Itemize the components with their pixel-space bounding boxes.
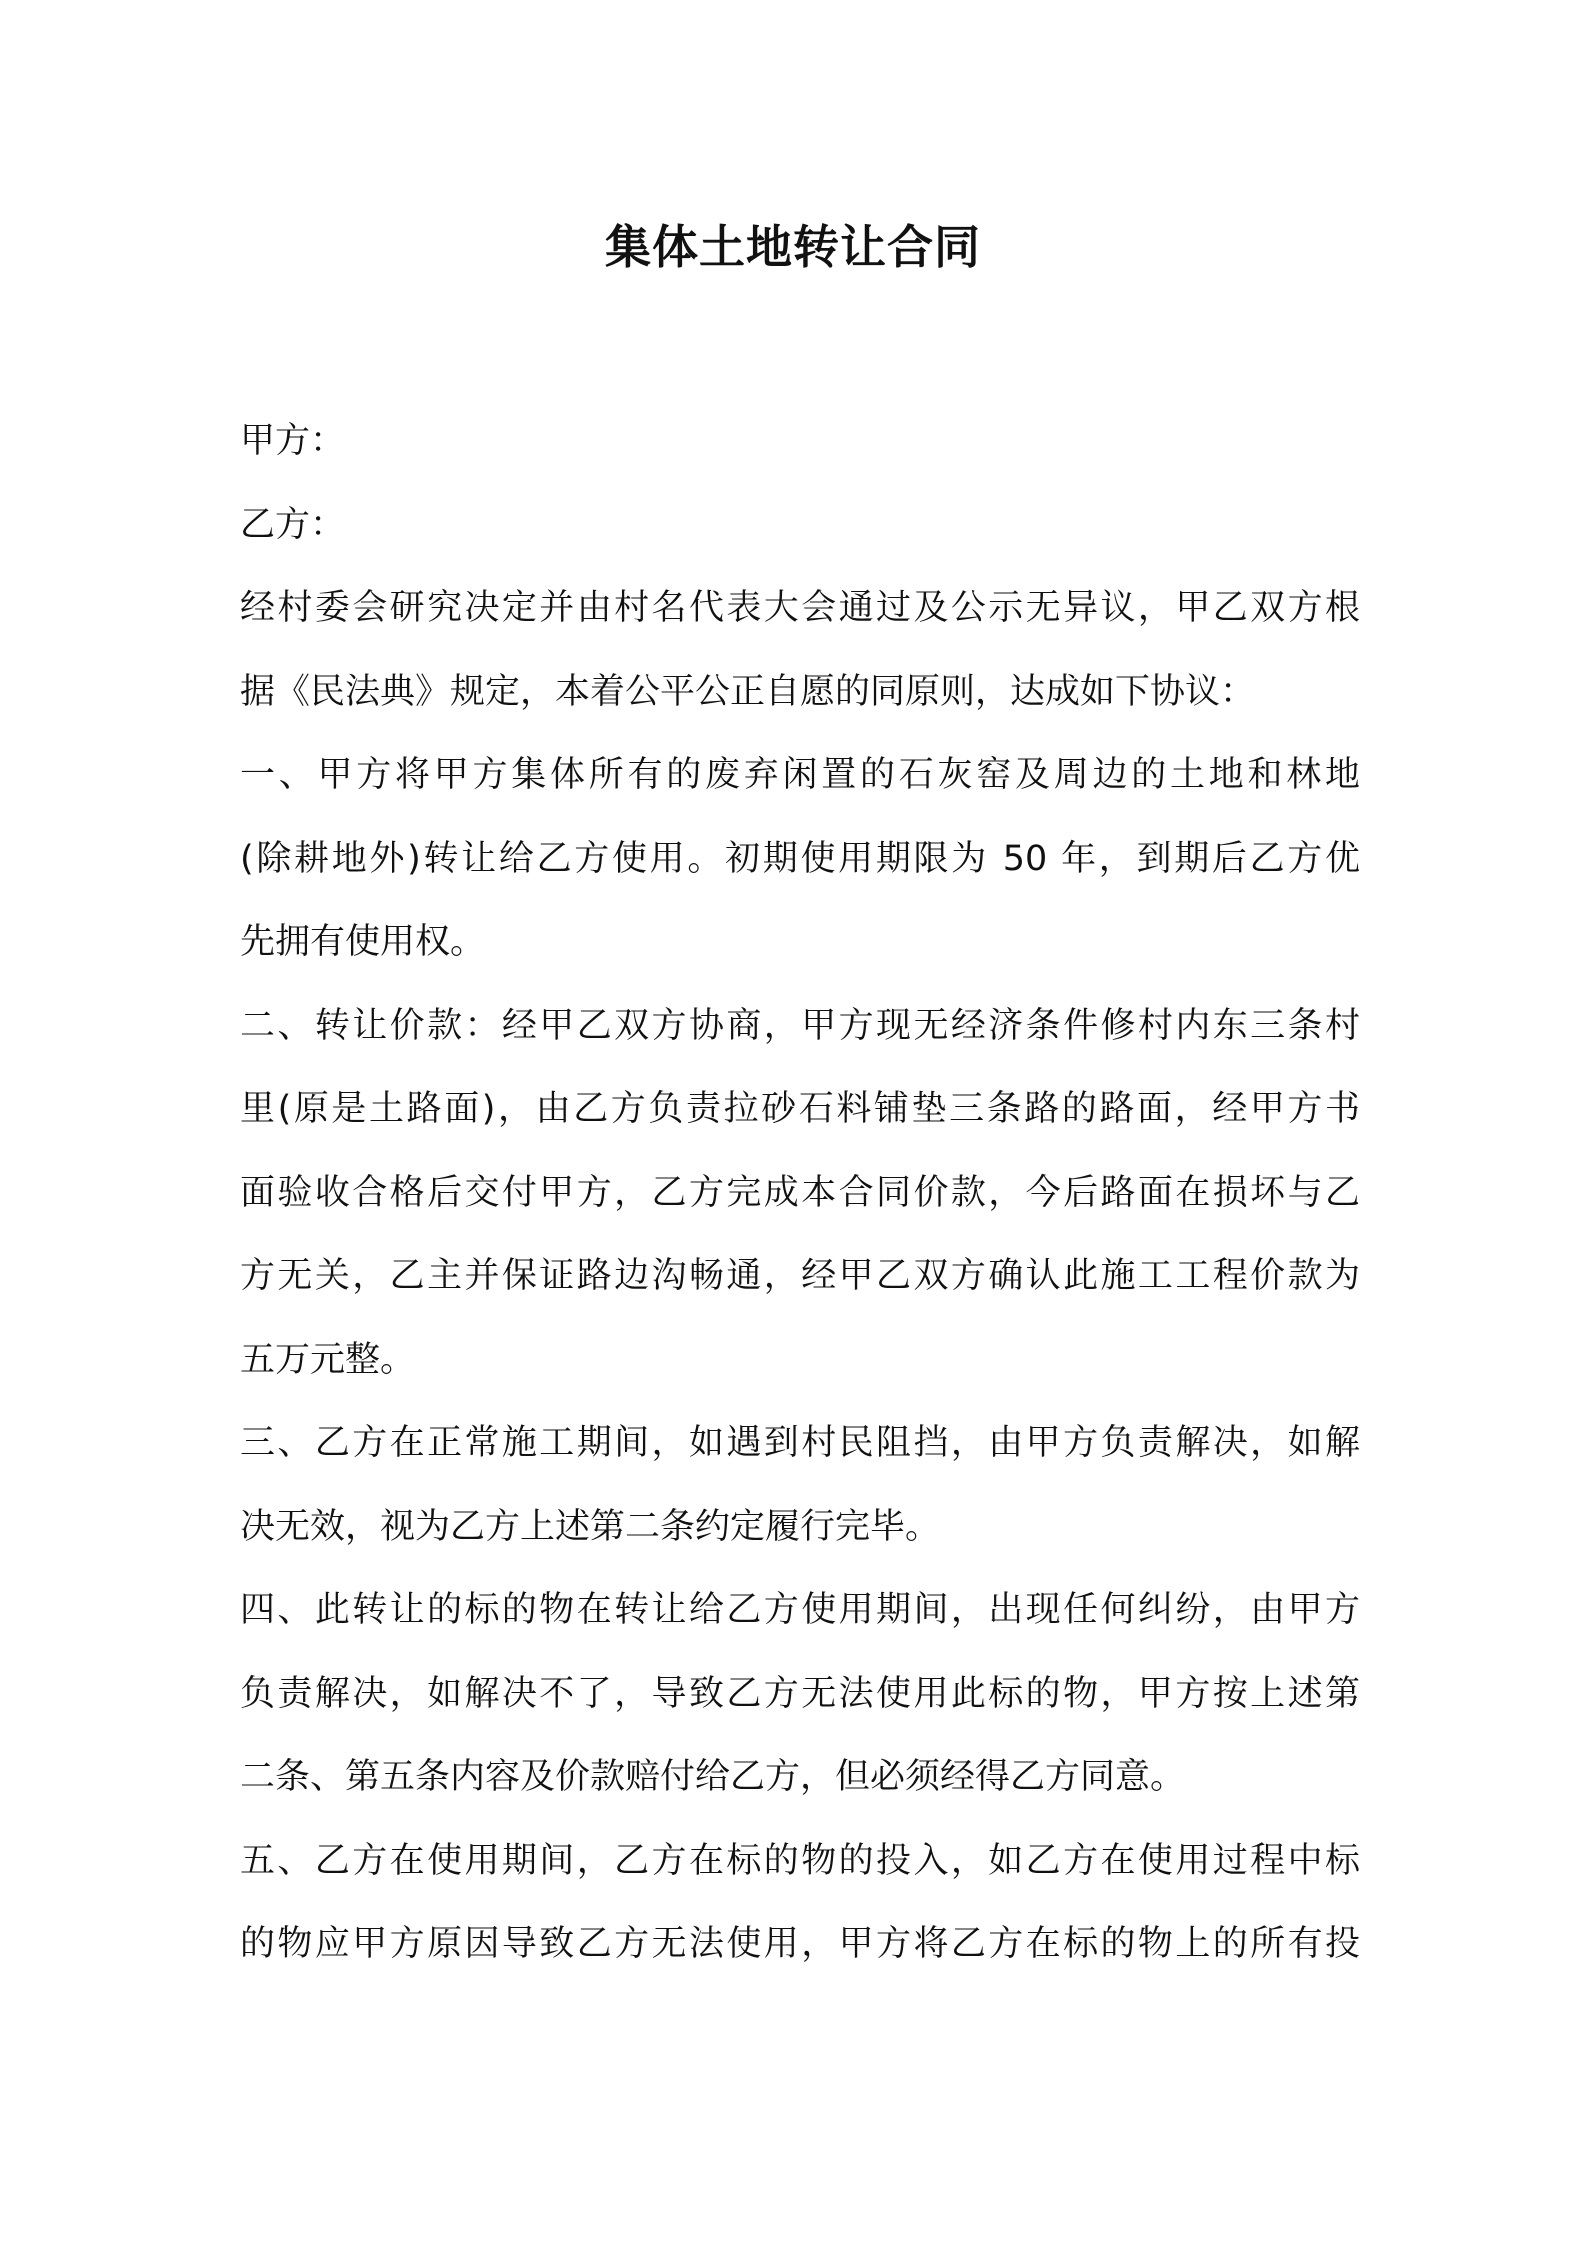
clause-4-line: 四、此转让的标的物在转让给乙方使用期间，出现任何纠纷，由甲方 — [240, 1590, 1360, 1630]
clause-2-line: 面验收合格后交付甲方，乙方完成本合同价款，今后路面在损坏与乙 — [240, 1172, 1360, 1213]
contract-body — [240, 400, 1360, 1987]
clause-5-line: 的物应甲方原因导致乙方无法使用，甲方将乙方在标的物上的所有投 — [240, 1924, 1360, 1964]
clause-2-line: 里(原是土路面)，由乙方负责拉砂石料铺垫三条路的路面，经甲方书 — [240, 1089, 1360, 1129]
clause-5-line: 五、乙方在使用期间，乙方在标的物的投入，如乙方在使用过程中标 — [240, 1840, 1360, 1881]
preamble-line: 经村委会研究决定并由村名代表大会通过及公示无异议，甲乙双方根 — [240, 588, 1360, 628]
clause-1-line: 一、甲方将甲方集体所有的废弃闲置的石灰窑及周边的土地和林地 — [240, 755, 1360, 795]
clause-4-line: 负责解决，如解决不了，导致乙方无法使用此标的物，甲方按上述第 — [240, 1673, 1360, 1714]
clause-3-line: 三、乙方在正常施工期间，如遇到村民阻挡，由甲方负责解决，如解 — [240, 1423, 1360, 1463]
party-a-line: 甲方： — [240, 421, 346, 461]
clause-3-line: 决无效，视为乙方上述第二条约定履行完毕。 — [240, 1506, 941, 1547]
preamble-line: 据《民法典》规定，本着公平公正自愿的同原则，达成如下协议： — [240, 671, 1256, 712]
clause-1-line: 先拥有使用权。 — [240, 922, 486, 962]
clause-1-line: (除耕地外)转让给乙方使用。初期使用期限为 50 年，到期后乙方优 — [240, 838, 1360, 879]
clause-4-line: 二条、第五条内容及价款赔付给乙方，但必须经得乙方同意。 — [240, 1757, 1186, 1797]
clause-2-line: 五万元整。 — [240, 1339, 416, 1380]
document-title: 集体土地转让合同 — [605, 220, 981, 274]
party-b-line: 乙方： — [240, 504, 346, 545]
clause-2-line: 方无关，乙主并保证路边沟畅通，经甲乙双方确认此施工工程价款为 — [240, 1256, 1360, 1296]
clause-2-line: 二、转让价款：经甲乙双方协商，甲方现无经济条件修村内东三条村 — [240, 1005, 1360, 1046]
